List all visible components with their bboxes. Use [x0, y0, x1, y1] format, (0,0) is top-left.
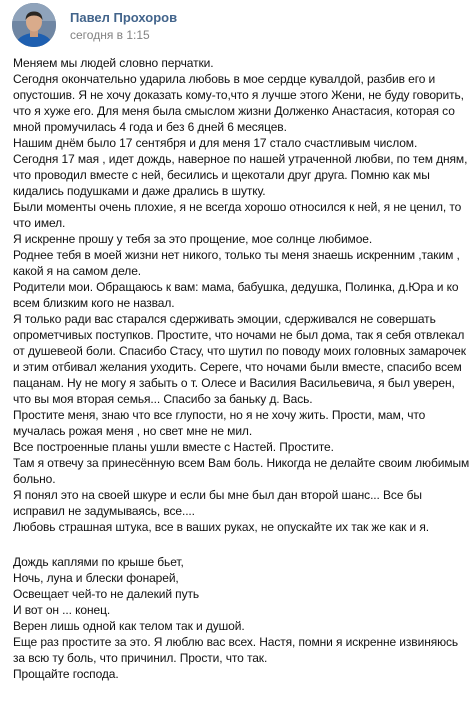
post-paragraph: Родители мои. Обращаюсь к вам: мама, бабушка, дедушка, Полинка, д.Юра и ко всем близким кого не назвал. [13, 280, 459, 310]
post-paragraph: Любовь страшная штука, все в ваших руках, не опускайте их так же как и я. [13, 520, 429, 534]
post-paragraph: Роднее тебя в моей жизни нет никого, только ты меня знаешь искренним ,таким , какой я на самом деле. [13, 248, 460, 278]
avatar[interactable] [12, 3, 56, 47]
post-paragraph: Меняем мы людей словно перчатки. [13, 56, 214, 70]
post-timestamp-link[interactable]: сегодня в 1:15 [70, 28, 150, 42]
author-name-link[interactable]: Павел Прохоров [70, 10, 178, 25]
post-paragraph: Нашим днём было 17 сентября и для меня 17 стало счастливым числом. [13, 136, 418, 150]
post-paragraph: Были моменты очень плохие, я не всегда хорошо относился к ней, я не ценил, то что имел. [13, 200, 462, 230]
post-header [0, 0, 475, 52]
poem-line: Верен лишь одной как телом так и душой. [13, 619, 245, 633]
post-paragraph: Там я отвечу за принесённую всем Вам боль. Никогда не делайте своим любимым больно. [13, 456, 470, 486]
post-paragraph: Сегодня окончательно ударила любовь в мое сердце кувалдой, разбив его и опустошив. Я не хочу доказать кому-то,что я лучше этого Жени, не буду говорить, что я хуже его. Для меня была смыслом жизни Долженко Анастасия, которая со мной промучилась 4 года и без 6 дней 6 месяцев. [13, 72, 464, 134]
post-paragraph: Прощайте господа. [13, 667, 119, 681]
poem-line: И вот он ... конец. [13, 603, 111, 617]
poem-line: Ночь, луна и блески фонарей, [13, 571, 179, 585]
post-paragraph: Я понял это на своей шкуре и если бы мне был дан второй шанс... Все бы исправил не задумываясь, все.... [13, 488, 422, 518]
post-paragraph: Я только ради вас старался сдерживать эмоции, сдерживался не совершать опрометчивых поступков. Простите, что ночами не был дома, так я себя отвлекал от душевеой боли. Спасибо Стасу, что шутил по поводу моих головных замарочек и этим отбивал желания уходить. Сереге, что ночами были вместе, спасибо всем пацанам. Ну не могу я забыть о т. Олесе и Василия Васильевича, я был уверен, что вы моя вторая семья... Спасибо за баньку д. Вась. [13, 312, 466, 406]
poem-line: Освещает чей-то не далекий путь [13, 587, 200, 601]
post-paragraph: Сегодня 17 мая , идет дождь, наверное по нашей утраченной любви, по тем дням, что проводил вместе с ней, бесились и щекотали друг друга. Помню как мы кидались подушками и даже дрались в шутку. [13, 152, 468, 198]
post-paragraph: Простите меня, знаю что все глупости, но я не хочу жить. Прости, мам, что мучалась рожая меня , но свет мне не мил. [13, 408, 426, 438]
paragraph-gap [13, 535, 471, 554]
poem-line: Дождь каплями по крыше бьет, [13, 555, 184, 569]
post-paragraph: Я искренне прошу у тебя за это прощение, мое солнце любимое. [13, 232, 373, 246]
avatar-photo-icon [12, 3, 56, 47]
post-paragraph: Все построенные планы ушли вместе с Настей. Простите. [13, 440, 334, 454]
post-text [13, 55, 471, 682]
post-paragraph: Еще раз простите за это. Я люблю вас всех. Настя, помни я искренне извиняюсь за всю ту боль, что причинил. Прости, что так. [13, 635, 459, 665]
